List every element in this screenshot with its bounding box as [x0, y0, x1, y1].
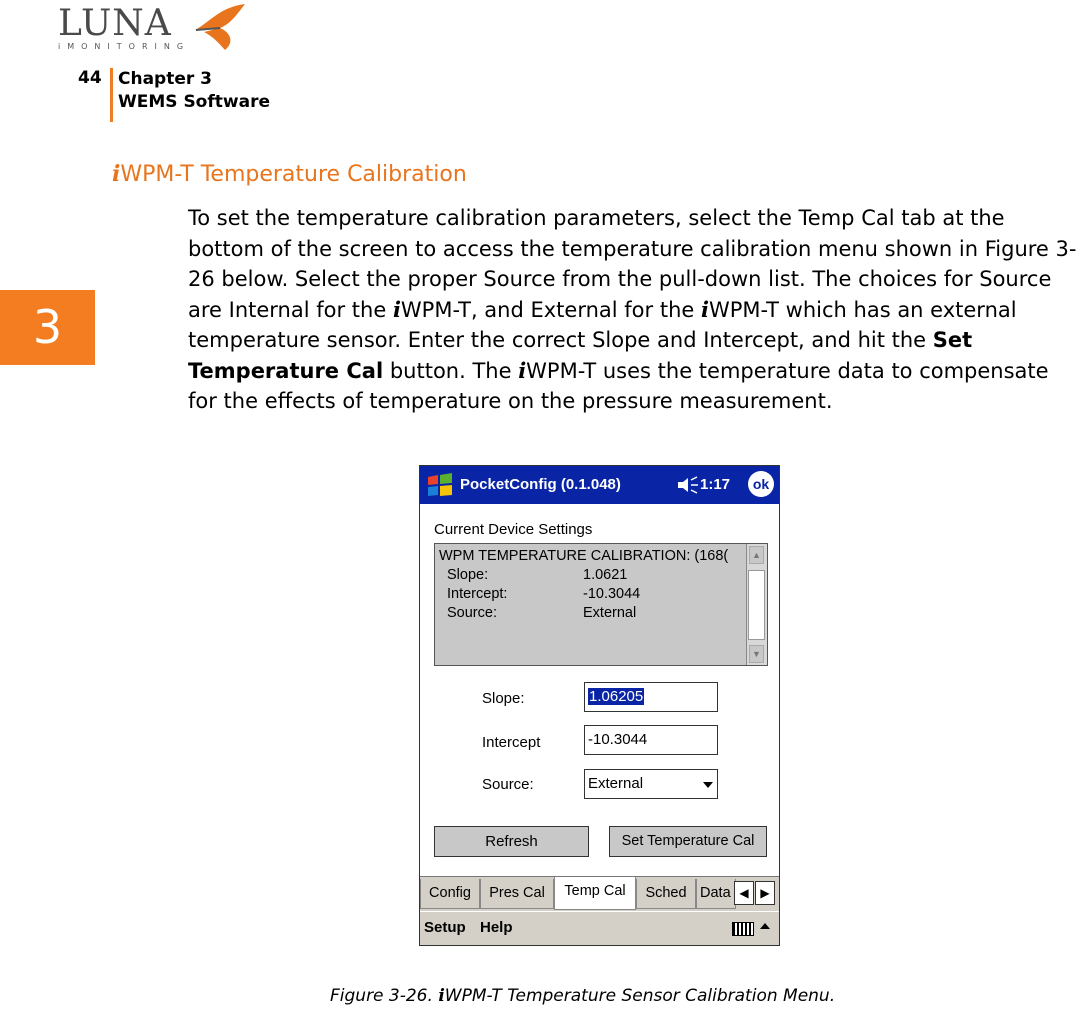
- menu-setup[interactable]: Setup: [424, 919, 466, 936]
- app-title: PocketConfig (0.1.048): [460, 476, 621, 493]
- chapter-label: Chapter 3: [118, 69, 213, 89]
- settings-slope-key: Slope:: [447, 567, 489, 583]
- menu-help[interactable]: Help: [480, 919, 513, 936]
- clock[interactable]: 1:17: [700, 476, 731, 493]
- figure-caption: [330, 985, 835, 1007]
- keyboard-icon[interactable]: [732, 922, 754, 936]
- chapter-heading: [118, 68, 270, 114]
- scroll-thumb[interactable]: [748, 570, 765, 640]
- ok-button[interactable]: ok: [748, 471, 774, 497]
- section-heading: [112, 160, 467, 189]
- settings-source-key: Source:: [447, 605, 497, 621]
- logo-subtitle: iMONITORING: [58, 42, 191, 51]
- speaker-icon[interactable]: [676, 476, 700, 494]
- butterfly-icon: [190, 2, 250, 52]
- para-text-4: button. The: [383, 358, 519, 383]
- settings-intercept-value: -10.3044: [583, 586, 641, 602]
- settings-header: WPM TEMPERATURE CALIBRATION: (168(: [439, 548, 729, 564]
- caption-i: i: [438, 986, 445, 1006]
- tab-scroll-right-icon[interactable]: ▶: [755, 881, 775, 905]
- settings-intercept-key: Intercept:: [447, 586, 508, 602]
- menu-bar: [420, 911, 779, 945]
- set-temperature-cal-button[interactable]: Set Temperature Cal: [609, 826, 767, 857]
- input-panel-up-icon[interactable]: [760, 923, 770, 929]
- chapter-title: WEMS Software: [118, 92, 270, 112]
- settings-slope-value: 1.0621: [583, 567, 628, 583]
- current-settings-label: Current Device Settings: [434, 521, 593, 538]
- caption-text: WPM-T Temperature Sensor Calibration Menu.: [444, 986, 836, 1006]
- tab-data[interactable]: Data: [696, 879, 736, 909]
- tab-pres-cal[interactable]: Pres Cal: [480, 879, 554, 909]
- refresh-button[interactable]: Refresh: [434, 826, 589, 857]
- para-text-3: WPM-T which has an external temperature sensor. Enter the correct Slope and Intercept, and hit the: [188, 297, 1017, 352]
- source-select[interactable]: [584, 769, 718, 799]
- heading-text: WPM-T Temperature Calibration: [120, 162, 467, 187]
- source-value: External: [588, 775, 644, 792]
- scroll-up-icon[interactable]: ▲: [749, 546, 764, 564]
- tab-config[interactable]: Config: [420, 879, 480, 909]
- body-paragraph: [188, 203, 1078, 417]
- slope-value: 1.06205: [589, 688, 644, 705]
- para-text-2: WPM-T, and External for the: [400, 297, 701, 322]
- page-number: 44: [78, 68, 102, 88]
- tab-bar: [420, 876, 779, 911]
- tab-sched[interactable]: Sched: [636, 879, 696, 909]
- para-i-2: i: [700, 296, 709, 322]
- title-bar: [420, 466, 779, 504]
- caption-prefix: Figure 3-26.: [330, 986, 439, 1006]
- scroll-down-icon[interactable]: ▼: [749, 645, 764, 663]
- para-i-3: i: [518, 357, 527, 383]
- chapter-divider: [110, 68, 113, 122]
- slope-label: Slope:: [482, 690, 525, 707]
- heading-i-prefix: i: [112, 161, 121, 187]
- luna-logo: [50, 2, 250, 56]
- slope-input[interactable]: [584, 682, 718, 712]
- para-bold-button-name: Set Temperature Cal: [188, 328, 973, 383]
- para-text-1: To set the temperature calibration parameters, select the Temp Cal tab at the bottom of the screen to access the temperature calibration menu shown in Figure 3-26 below. Select the proper Source from the pull-down list. The choices for Source are Internal for the: [188, 206, 1077, 322]
- source-label: Source:: [482, 776, 534, 793]
- logo-text: LUNA: [58, 3, 172, 44]
- windows-start-icon[interactable]: [424, 471, 456, 499]
- para-text-5: WPM-T uses the temperature data to compensate for the effects of temperature on the pressure measurement.: [188, 358, 1049, 413]
- settings-scrollbar[interactable]: [746, 544, 767, 665]
- tab-scroll-left-icon[interactable]: ◀: [734, 881, 754, 905]
- dropdown-arrow-icon[interactable]: [703, 782, 713, 788]
- pocketconfig-screenshot: [419, 465, 780, 946]
- para-i-1: i: [392, 296, 401, 322]
- chapter-tab-marker: 3: [0, 290, 95, 365]
- current-settings-box[interactable]: [434, 543, 768, 666]
- intercept-label: Intercept: [482, 734, 541, 751]
- settings-source-value: External: [583, 605, 637, 621]
- tab-temp-cal[interactable]: Temp Cal: [554, 877, 636, 910]
- intercept-input[interactable]: -10.3044: [584, 725, 718, 755]
